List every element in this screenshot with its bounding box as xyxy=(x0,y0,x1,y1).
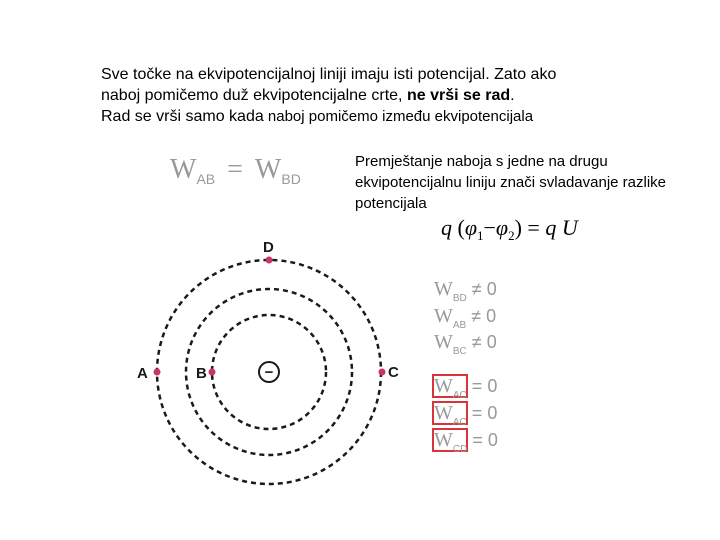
negative-charge-sign: − xyxy=(264,364,274,381)
point-a xyxy=(154,369,161,376)
work-row-w: W xyxy=(434,429,453,451)
work-row-bd xyxy=(434,278,497,304)
formula-sub1: 1 xyxy=(477,228,484,243)
work-row-sub: AB xyxy=(452,320,467,331)
work-row-op: ≠ xyxy=(471,279,482,299)
formula-eq: = xyxy=(527,215,540,240)
work-row-op: = xyxy=(471,376,483,396)
work-row-sub: BC xyxy=(452,346,467,357)
work-row-cd xyxy=(434,429,498,455)
formula-rhs: q U xyxy=(545,215,578,240)
main-eq-op: = xyxy=(227,154,243,185)
work-row-sub: AC xyxy=(452,417,467,428)
work-row-sub: AC xyxy=(452,390,467,401)
work-row-sub: CD xyxy=(452,444,468,455)
main-eq-sub1: AB xyxy=(196,171,216,187)
work-row-ab xyxy=(434,305,497,331)
intro-line-1: Sve točke na ekvipotencijalnoj liniji imaju isti potencijal. Zato ako xyxy=(101,66,557,83)
intro-line-3-small: naboj pomičemo između ekvipotencijala xyxy=(263,108,534,125)
work-row-w: W xyxy=(434,305,453,327)
intro-line-3-text: Rad se vrši samo kada xyxy=(101,108,264,125)
formula-minus: − xyxy=(483,215,496,240)
work-row-w: W xyxy=(434,375,453,397)
label-d: D xyxy=(263,239,274,256)
point-b xyxy=(209,369,216,376)
work-row-ac-2 xyxy=(434,402,498,428)
work-row-val: 0 xyxy=(487,430,498,450)
formula-phi1: φ xyxy=(464,215,477,240)
work-row-val: 0 xyxy=(486,306,497,326)
point-c xyxy=(379,369,386,376)
main-eq-w1: W xyxy=(170,154,197,185)
work-row-bc xyxy=(434,331,497,357)
work-row-sub: BD xyxy=(452,293,467,304)
work-row-op: = xyxy=(471,403,483,423)
formula-open: ( xyxy=(457,215,465,240)
main-eq-w2: W xyxy=(254,154,282,185)
work-row-ac-1 xyxy=(434,375,498,401)
work-row-op: ≠ xyxy=(471,306,482,326)
intro-line-2-bold: ne vrši se rad xyxy=(406,87,511,104)
formula-phi2: φ xyxy=(495,215,509,240)
work-row-val: 0 xyxy=(487,376,498,396)
work-row-val: 0 xyxy=(486,332,497,352)
work-row-w: W xyxy=(434,331,453,353)
work-row-op: ≠ xyxy=(471,332,482,352)
label-a: A xyxy=(137,365,148,382)
formula-q: q xyxy=(441,215,452,240)
label-b: B xyxy=(196,365,207,382)
work-row-val: 0 xyxy=(487,403,498,423)
formula-close: ) xyxy=(514,215,522,240)
intro-line-2-text: naboj pomičemo duž ekvipotencijalne crte, xyxy=(101,87,407,104)
work-row-val: 0 xyxy=(486,279,497,299)
intro-line-2-end: . xyxy=(510,87,515,104)
work-row-op: = xyxy=(472,430,483,450)
main-eq-sub2: BD xyxy=(281,171,301,187)
point-d xyxy=(266,257,273,264)
work-row-w: W xyxy=(434,278,453,300)
formula-sub2: 2 xyxy=(508,228,515,243)
explanation-text: Premještanje naboja s jedne na drugu ekvipotencijalnu liniju znači svladavanje razlike potencijala xyxy=(355,153,667,212)
label-c: C xyxy=(388,364,399,381)
work-row-w: W xyxy=(434,402,453,424)
